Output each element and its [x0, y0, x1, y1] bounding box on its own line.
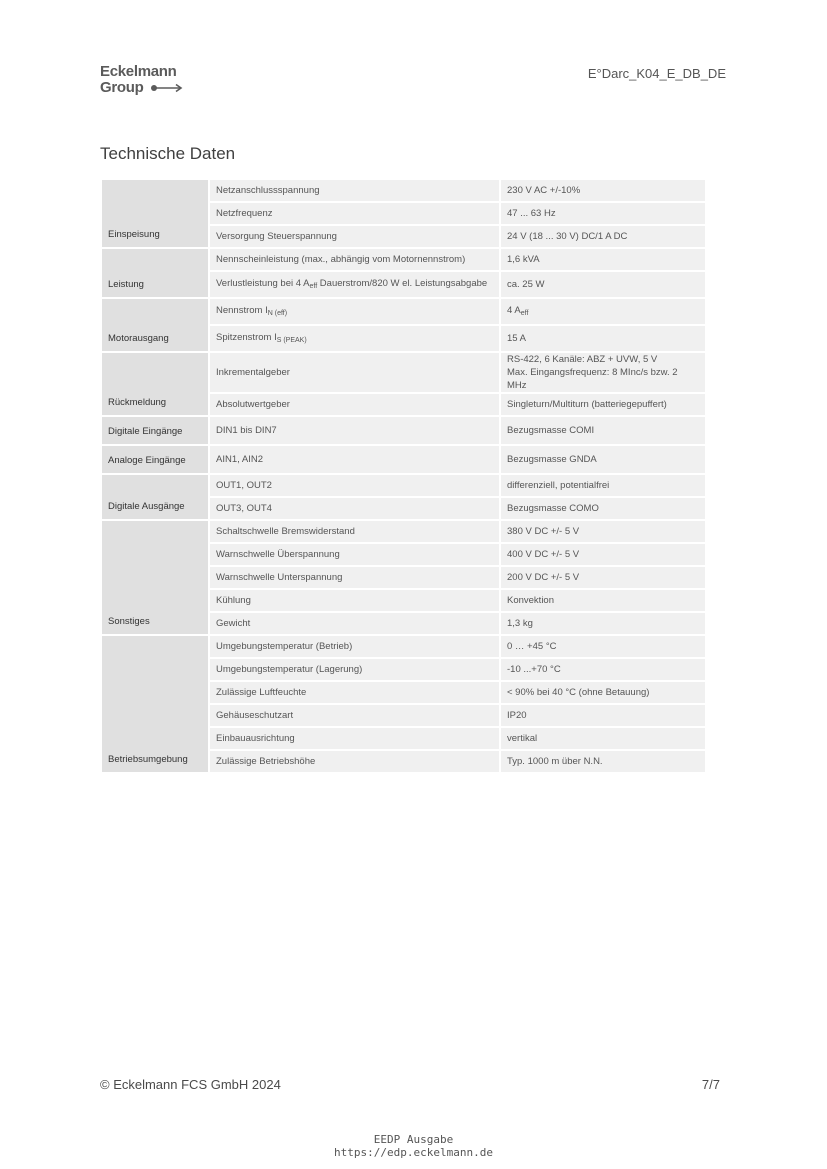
value-cell	[500, 325, 706, 352]
page-number: 7/7	[701, 1077, 720, 1092]
parameter-cell: DIN1 bis DIN7	[209, 416, 500, 445]
value-cell	[500, 474, 706, 497]
parameter-cell: Netzanschlussspannung	[209, 179, 500, 202]
stamp-line-1: EEDP Ausgabe	[373, 1133, 454, 1146]
table-row	[101, 445, 706, 474]
parameter-cell: Versorgung Steuerspannung	[209, 225, 500, 248]
value-cell	[500, 566, 706, 589]
company-logo	[100, 64, 200, 96]
value-cell	[500, 750, 706, 773]
value-line: RS-422, 6 Kanäle: ABZ + UVW, 5 V	[507, 354, 658, 365]
value-cell	[500, 271, 706, 298]
parameter-cell: Nennstrom $I_{N (eff)}$	[209, 298, 500, 325]
table-row	[101, 635, 706, 658]
value-line: Singleturn/Multiturn (batteriegepuffert)	[507, 399, 667, 410]
value-line: 230 V AC +/-10%	[507, 185, 581, 196]
parameter-cell: Warnschwelle Überspannung	[209, 543, 500, 566]
parameter-cell: Netzfrequenz	[209, 202, 500, 225]
group-label: Motorausgang	[101, 298, 209, 352]
table-row	[101, 520, 706, 543]
value-cell	[500, 543, 706, 566]
value-cell	[500, 704, 706, 727]
value-line: 200 V DC +/- 5 V	[507, 572, 580, 583]
value-line: 400 V DC +/- 5 V	[507, 549, 580, 560]
parameter-cell: Spitzenstrom $I_{S (PEAK)}$	[209, 325, 500, 352]
parameter-cell: Zulässige Betriebshöhe	[209, 750, 500, 773]
group-label: Sonstiges	[101, 520, 209, 635]
value-cell	[500, 445, 706, 474]
table-row	[101, 474, 706, 497]
table-row	[101, 352, 706, 393]
arrow-right-icon	[150, 83, 184, 93]
table-row	[101, 248, 706, 271]
table-row	[101, 298, 706, 325]
spec-table	[100, 178, 707, 774]
parameter-cell: Nennscheinleistung (max., abhängig vom Motornennstrom)	[209, 248, 500, 271]
value-line: IP20	[507, 710, 527, 721]
value-line: 380 V DC +/- 5 V	[507, 526, 580, 537]
value-line: Bezugsmasse GNDA	[507, 454, 597, 465]
value-line: Bezugsmasse COMO	[507, 503, 599, 514]
value-cell	[500, 248, 706, 271]
value-cell	[500, 202, 706, 225]
table-row	[101, 416, 706, 445]
parameter-cell: Absolutwertgeber	[209, 393, 500, 416]
group-label: Rückmeldung	[101, 352, 209, 416]
value-cell	[500, 298, 706, 325]
value-cell	[500, 352, 706, 393]
parameter-cell: Zulässige Luftfeuchte	[209, 681, 500, 704]
value-cell	[500, 589, 706, 612]
value-line: 0 … +45 °C	[507, 641, 557, 652]
table-row	[101, 179, 706, 202]
value-line: 24 V (18 ... 30 V) DC/1 A DC	[507, 231, 628, 242]
parameter-cell: Schaltschwelle Bremswiderstand	[209, 520, 500, 543]
logo-text-eckelmann: Eckelmann	[100, 63, 177, 80]
group-label: Digitale Eingänge	[101, 416, 209, 445]
parameter-cell: Kühlung	[209, 589, 500, 612]
value-cell	[500, 393, 706, 416]
value-line: -10 ...+70 °C	[507, 664, 561, 675]
parameter-cell: AIN1, AIN2	[209, 445, 500, 474]
edition-stamp	[0, 1133, 827, 1159]
value-line: Typ. 1000 m über N.N.	[507, 756, 603, 767]
value-line: ca. 25 W	[507, 279, 545, 290]
value-cell	[500, 658, 706, 681]
parameter-cell: Warnschwelle Unterspannung	[209, 566, 500, 589]
parameter-cell: Gewicht	[209, 612, 500, 635]
copyright: © Eckelmann FCS GmbH 2024	[100, 1077, 281, 1092]
value-cell	[500, 612, 706, 635]
value-line: Bezugsmasse COMI	[507, 425, 595, 436]
parameter-cell: Verlustleistung bei 4 $A_{eff}$ Dauerstrom/820 W el. Leistungsabgabe	[209, 271, 500, 298]
value-line: differenziell, potentialfrei	[507, 480, 610, 491]
value-line: 15 A	[507, 333, 527, 344]
parameter-cell: OUT1, OUT2	[209, 474, 500, 497]
group-label: Einspeisung	[101, 179, 209, 248]
parameter-cell: Umgebungstemperatur (Betrieb)	[209, 635, 500, 658]
value-line: 1,3 kg	[507, 618, 533, 629]
value-line: Max. Eingangsfrequenz: 8 MInc/s bzw. 2 MHz	[507, 367, 678, 391]
value-cell	[500, 497, 706, 520]
value-line: 47 ... 63 Hz	[507, 208, 556, 219]
value-cell	[500, 520, 706, 543]
value-line: 4 $A_{eff}$	[507, 304, 529, 317]
stamp-line-2: https://edp.eckelmann.de	[334, 1146, 493, 1159]
group-label: Analoge Eingänge	[101, 445, 209, 474]
value-line: Konvektion	[507, 595, 555, 606]
value-cell	[500, 635, 706, 658]
value-cell	[500, 416, 706, 445]
document-id: E°Darc_K04_E_DB_DE	[587, 66, 726, 81]
group-label: Digitale Ausgänge	[101, 474, 209, 520]
value-line: < 90% bei 40 °C (ohne Betauung)	[507, 687, 650, 698]
value-line: vertikal	[507, 733, 538, 744]
parameter-cell: Inkrementalgeber	[209, 352, 500, 393]
group-label: Leistung	[101, 248, 209, 298]
value-cell	[500, 681, 706, 704]
value-cell	[500, 727, 706, 750]
group-label: Betriebsumgebung	[101, 635, 209, 773]
section-heading: Technische Daten	[100, 144, 236, 163]
parameter-cell: OUT3, OUT4	[209, 497, 500, 520]
value-cell	[500, 225, 706, 248]
parameter-cell: Gehäuseschutzart	[209, 704, 500, 727]
value-line: 1,6 kVA	[507, 254, 540, 265]
value-cell	[500, 179, 706, 202]
parameter-cell: Einbauausrichtung	[209, 727, 500, 750]
parameter-cell: Umgebungstemperatur (Lagerung)	[209, 658, 500, 681]
logo-text-group: Group	[100, 79, 144, 96]
